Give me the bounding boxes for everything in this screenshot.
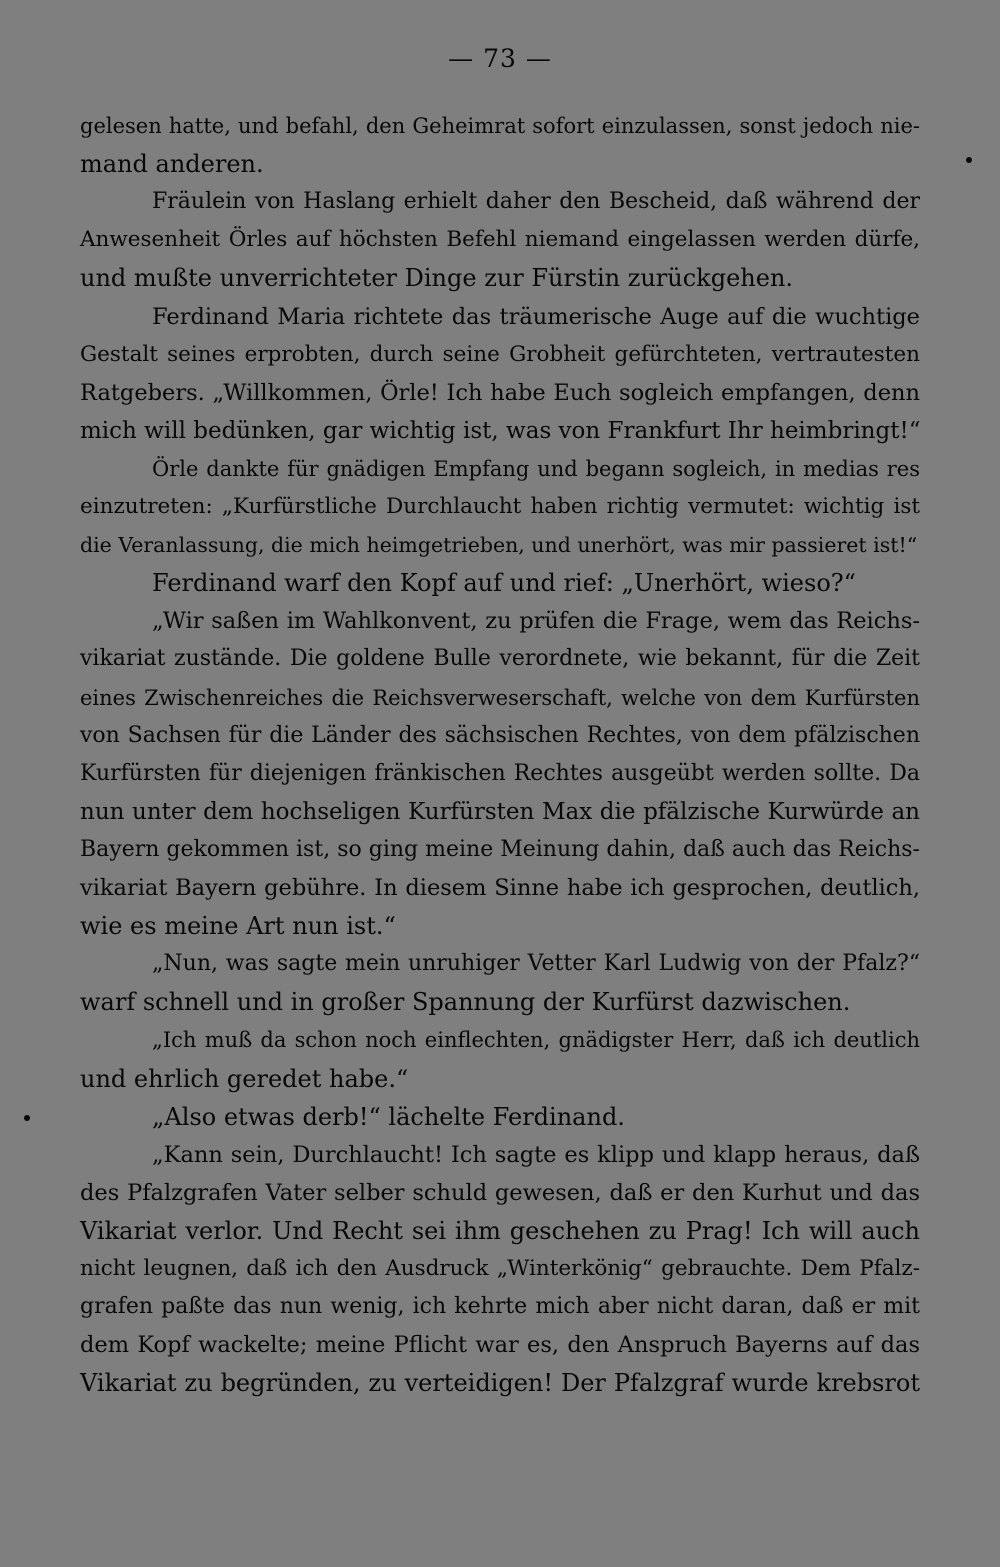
text-line: von Sachsen für die Länder des sächsischen Rechtes, von dem pfälzischen <box>80 723 920 748</box>
text-line: Ferdinand Maria richtete das träumerische Auge auf die wuchtige <box>152 304 920 330</box>
text-line: vikariat Bayern gebühre. In diesem Sinne habe ich gesprochen, deutlich, <box>80 875 920 901</box>
text-line: einzutreten: „Kurfürstliche Durchlaucht haben richtig vermutet: wichtig ist <box>80 494 920 519</box>
text-line: „Nun, was sagte mein unruhiger Vetter Karl Ludwig von der Pfalz?“ <box>152 951 920 976</box>
text-line: wie es meine Art nun ist.“ <box>80 912 396 940</box>
text-line: und ehrlich geredet habe.“ <box>80 1065 409 1093</box>
text-line: Anwesenheit Örles auf höchsten Befehl niemand eingelassen werden dürfe, <box>80 227 920 252</box>
text-line: die Veranlassung, die mich heimgetrieben, und unerhört, was mir passieret ist!“ <box>80 533 918 557</box>
text-line: Ferdinand warf den Kopf auf und rief: „Unerhört, wieso?“ <box>152 569 856 597</box>
text-line: vikariat zuständе. Die goldene Bulle verordnete, wie bekannt, für die Zeit <box>80 646 920 671</box>
text-line: dem Kopf wackelte; meine Pflicht war es, den Anspruch Bayerns auf das <box>80 1332 920 1358</box>
text-line: „Wir saßen im Wahlkonvent, zu prüfen die Frage, wem das Reichs- <box>152 608 920 634</box>
text-line: grafen paßte das nun wenig, ich kehrte mich aber nicht daran, daß er mit <box>80 1294 920 1319</box>
text-line: Bayern gekommen ist, so ging meine Meinung dahin, daß auch das Reichs- <box>80 837 920 862</box>
text-line: des Pfalzgrafen Vater selber schuld gewesen, daß er den Kurhut und das <box>80 1180 920 1206</box>
text-line: nun unter dem hochseligen Kurfürsten Max die pfälzische Kurwürde an <box>80 799 920 825</box>
text-line: nicht leugnen, daß ich den Ausdruck „Winterkönig“ gebrauchte. Dem Pfalz- <box>80 1256 920 1281</box>
text-line: Fräulein von Haslang erhielt daher den Bescheid, daß während der <box>152 189 920 214</box>
text-line: und mußte unverrichteter Dinge zur Fürstin zurückgehen. <box>80 264 794 292</box>
text-line: mich will bedünken, gar wichtig ist, was von Frankfurt Ihr heimbringt!“ <box>80 418 921 444</box>
text-line: warf schnell und in großer Spannung der Kurfürst dazwischen. <box>80 988 851 1016</box>
text-line: Vikariat zu begründen, zu verteidigen! Der Pfalzgraf wurde krebsrot <box>80 1369 920 1397</box>
text-line: „Ich muß da schon noch einflechten, gnädigster Herr, daß ich deutlich <box>152 1028 920 1052</box>
text-line: eines Zwischenreiches die Reichsverweserschaft, welche von dem Kurfürsten <box>80 686 920 710</box>
text-line: „Kann sein, Durchlaucht! Ich sagte es klipp und klapp heraus, daß <box>152 1142 920 1168</box>
text-line: Vikariat verlor. Und Recht sei ihm geschehen zu Prag! Ich will auch <box>80 1217 920 1245</box>
text-line: Gestalt seines erprobten, durch seine Grobheit gefürchteten, vertrautesten <box>80 342 920 367</box>
text-line: Ratgebers. „Willkommen, Örle! Ich habe Euch sogleich empfangen, denn <box>80 380 920 406</box>
text-line: Kurfürsten für diejenigen fränkischen Rechtes ausgeübt werden sollte. Da <box>80 761 920 786</box>
text-line: Örle dankte für gnädigen Empfang und begann sogleich, in medias res <box>152 457 920 481</box>
text-line: mand anderen. <box>80 150 264 178</box>
print-speck <box>24 1115 30 1121</box>
text-line: gelesen hatte, und befahl, den Geheimrat sofort einzulassen, sonst jedoch nie- <box>80 114 920 138</box>
text-line: „Also etwas derb!“ lächelte Ferdinand. <box>152 1103 625 1131</box>
print-speck <box>966 157 972 163</box>
page-number: — 73 — <box>448 44 552 73</box>
